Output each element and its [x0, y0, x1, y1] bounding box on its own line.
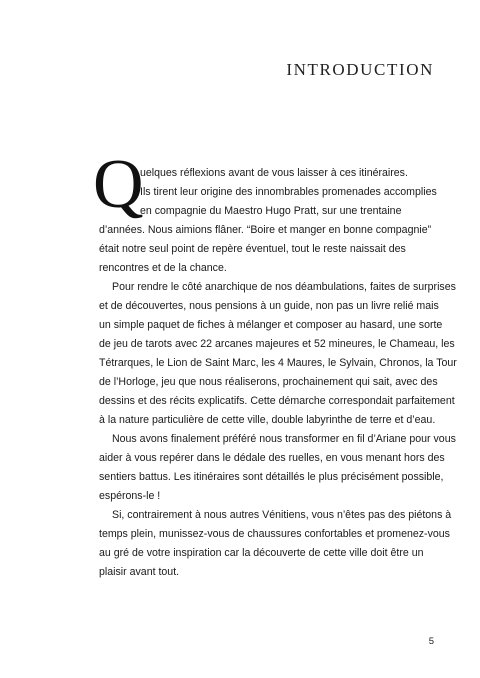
text-line: dessins et des récits explicatifs. Cette démarche correspondait parfaitement: [99, 395, 455, 407]
text-line: au gré de votre inspiration car la découverte de cette ville doit être un: [99, 547, 424, 559]
text-line: Tétrarques, le Lion de Saint Marc, les 4 Maures, le Sylvain, Chronos, la Tour: [99, 357, 457, 369]
paragraph-2: [99, 278, 457, 430]
text-line: d’années. Nous aimions flâner. “Boire et manger en bonne compagnie”: [99, 224, 432, 236]
text-line: Nous avons finalement préféré nous transformer en fil d’Ariane pour vous: [112, 433, 456, 445]
text-line: aider à vous repérer dans le dédale des ruelles, en vous menant hors des: [99, 452, 445, 464]
text-line: Pour rendre le côté anarchique de nos déambulations, faites de surprises: [112, 281, 456, 293]
text-line: uelques réflexions avant de vous laisser à ces itinéraires.: [140, 167, 408, 179]
text-line: sentiers battus. Les itinéraires sont détaillés le plus précisément possible,: [99, 471, 444, 483]
text-line: rencontres et de la chance.: [99, 262, 227, 274]
text-line: Si, contrairement à nous autres Vénitiens, vous n’êtes pas des piétons à: [112, 509, 452, 521]
text-line: en compagnie du Maestro Hugo Pratt, sur une trentaine: [140, 205, 402, 217]
text-line: de jeu de tarots avec 22 arcanes majeures et 52 mineures, le Chameau, les: [99, 338, 455, 350]
body-text: [93, 146, 457, 582]
text-line: à la nature particulière de cette ville, double labyrinthe de terre et d’eau.: [99, 414, 436, 426]
text-line: plaisir avant tout.: [99, 566, 180, 578]
page-title: INTRODUCTION: [286, 60, 434, 79]
text-line: de l’Horloge, jeu que nous réaliserons, prochainement qui sait, avec des: [99, 376, 438, 388]
text-line: était notre seul point de repère éventuel, tout le reste naissait des: [99, 243, 406, 255]
paragraph-4: [99, 506, 452, 582]
text-line: temps plein, munissez-vous de chaussures confortables et promenez-vous: [99, 528, 450, 540]
text-line: un simple paquet de fiches à mélanger et composer au hasard, une sorte: [99, 319, 443, 331]
text-line: espérons-le !: [99, 490, 161, 502]
paragraph-1: [99, 164, 437, 278]
paragraph-3: [99, 430, 456, 506]
page-number: 5: [428, 636, 434, 647]
drop-cap: Q: [93, 146, 144, 223]
text-line: Ils tirent leur origine des innombrables promenades accomplies: [140, 186, 437, 198]
text-line: et de découvertes, nous pensions à un guide, non pas un livre relié mais: [99, 300, 439, 312]
